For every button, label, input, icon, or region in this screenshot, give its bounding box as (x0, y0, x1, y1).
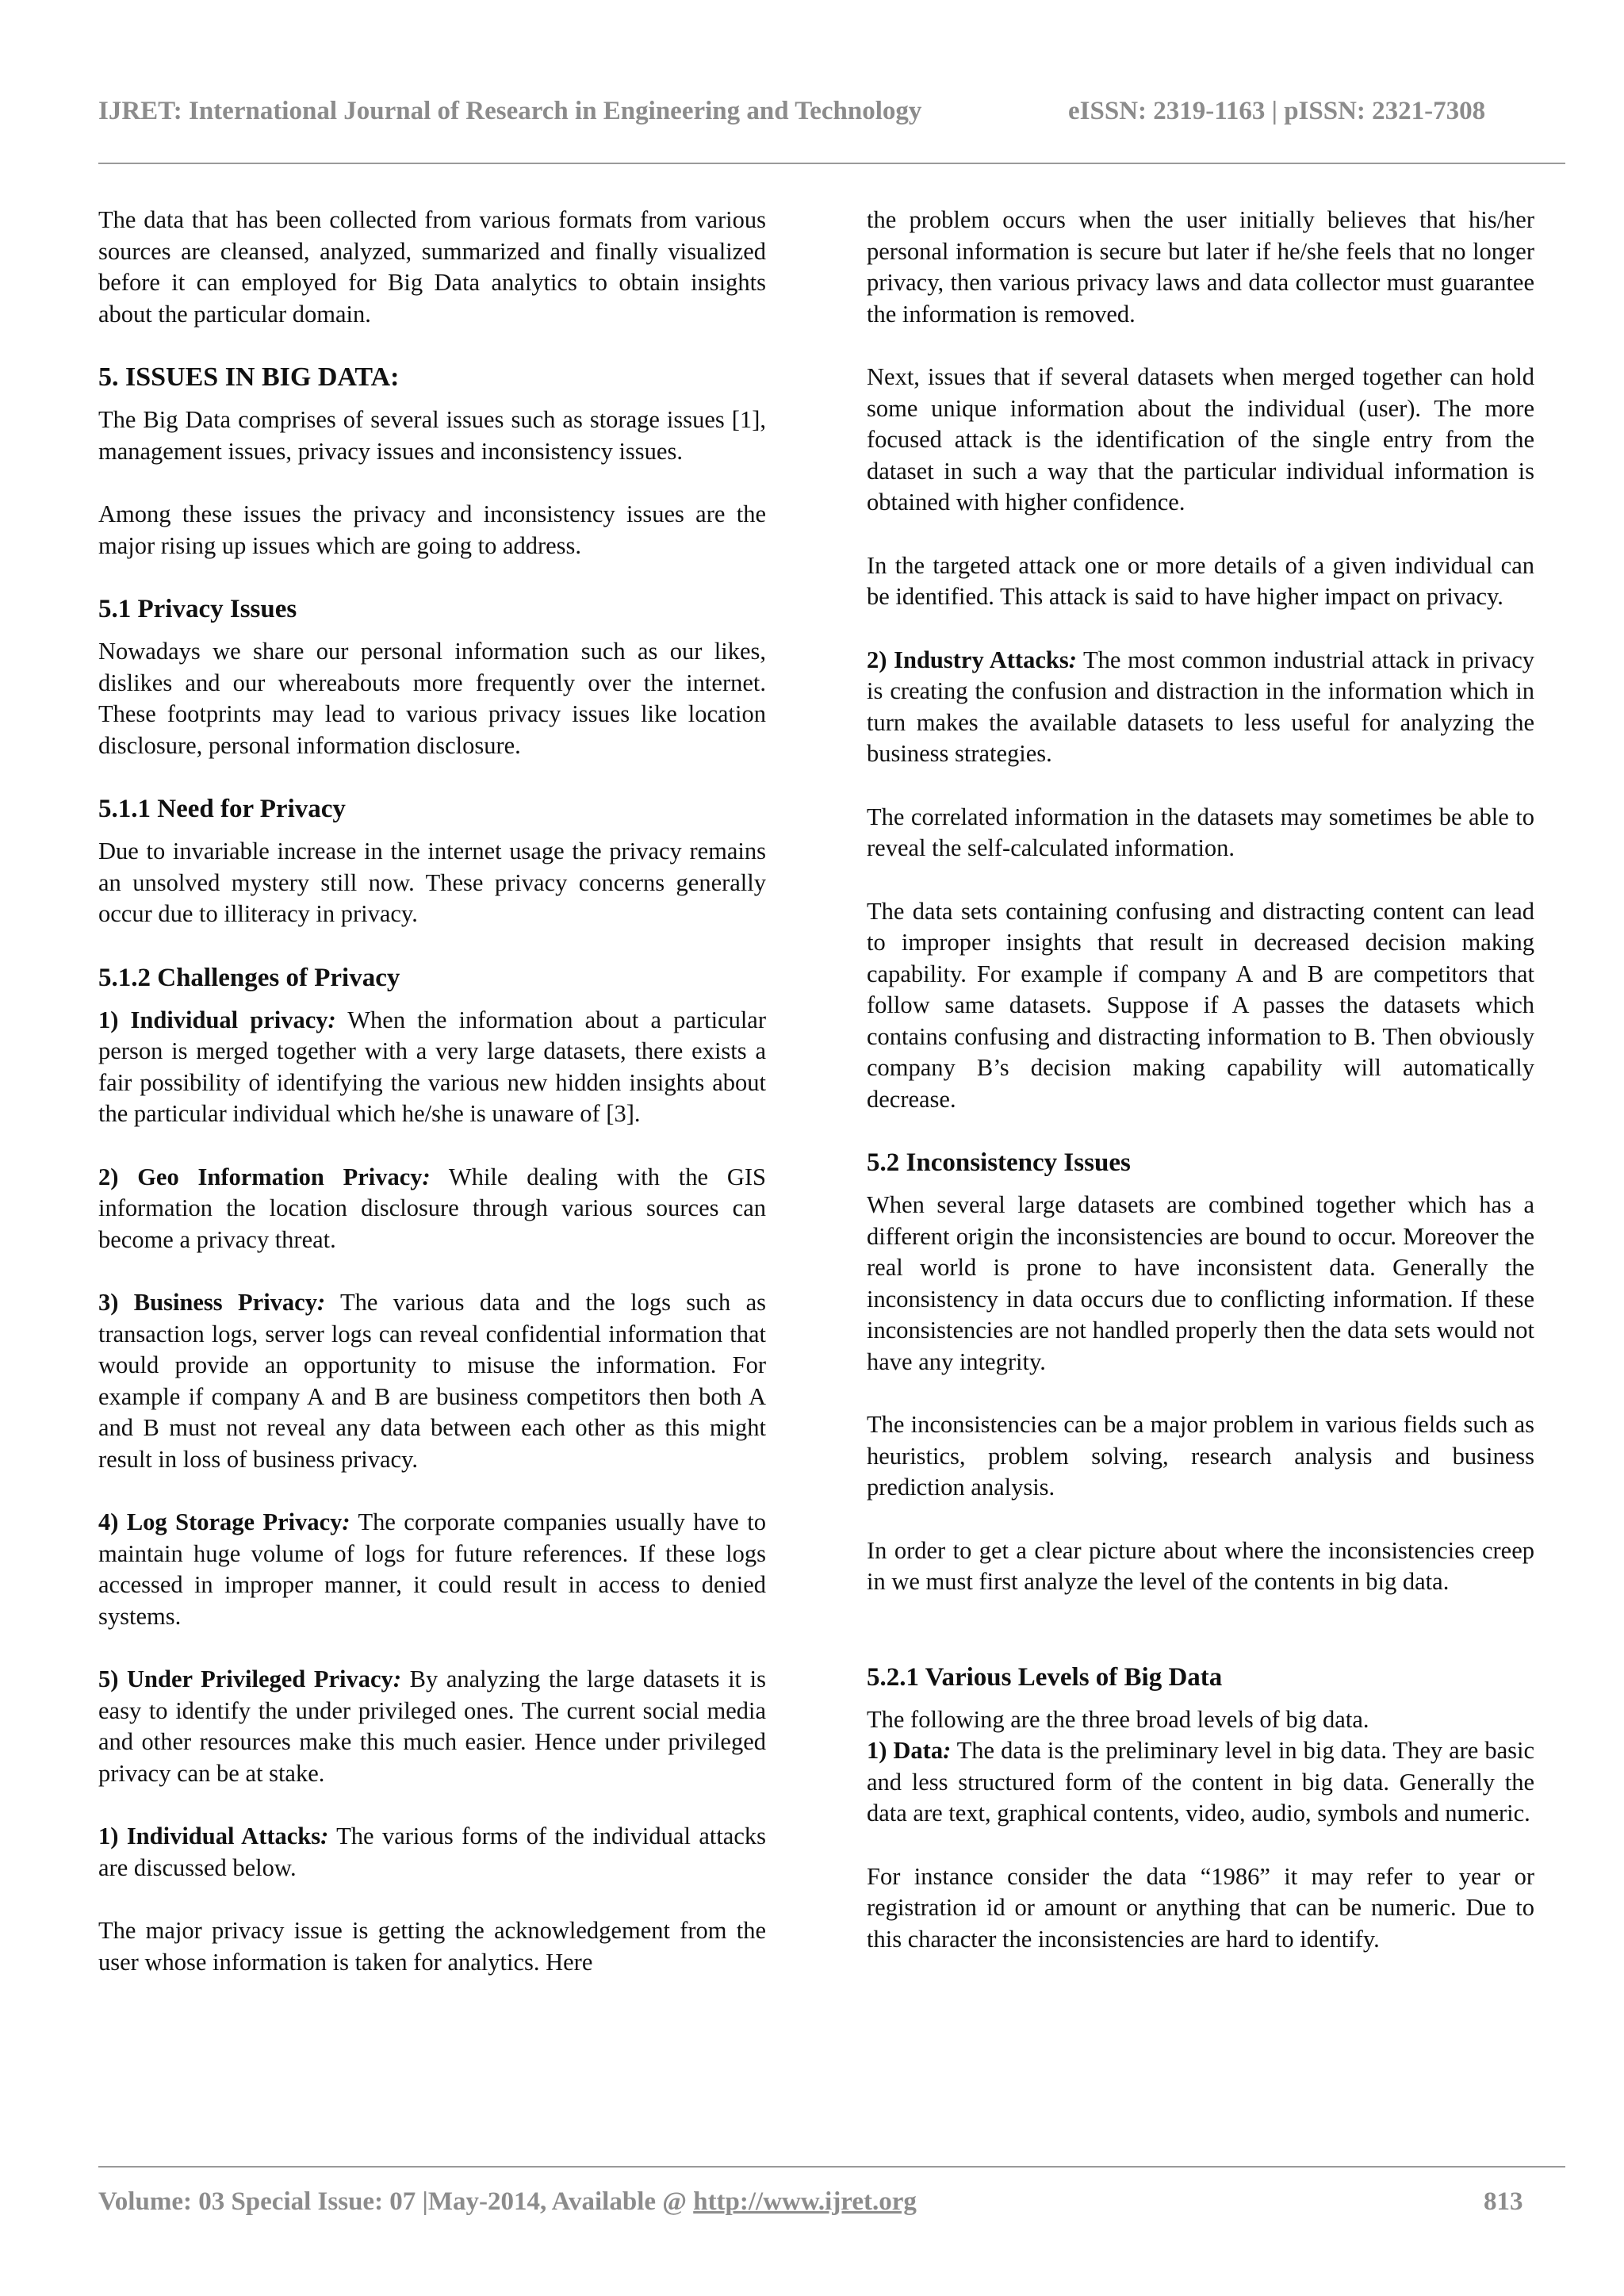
item-text: The data is the preliminary level in big data. They are basic and less structured form of the content in big data. Generally the data are text, graphical contents, video, audio, symbols and numeric. (867, 1737, 1534, 1826)
footer-divider (98, 2166, 1565, 2168)
item-colon: : (422, 1163, 431, 1190)
paragraph: the problem occurs when the user initially believes that his/her personal information is secure but later if he/she feels that no longer privacy, then various privacy laws and data collector must guarantee the information is removed. (867, 206, 1534, 328)
paragraph: The data sets containing confusing and distracting content can lead to improper insights that result in decreased decision making capability. For example if company A and B are competitors that follow same datasets. Suppose if A passes the datasets which contains confusing and distracting information to B. Then obviously company B’s decision making capability will automatically decrease. (867, 897, 1534, 1113)
attack-item (867, 645, 1534, 770)
item-lead: 1) Individual Attacks (98, 1823, 321, 1849)
subsection-heading: 5.2 Inconsistency Issues (867, 1148, 1131, 1177)
journal-link[interactable]: http://www.ijret.org (693, 2187, 917, 2216)
paragraph: The Big Data comprises of several issues such as storage issues [1], management issues, privacy issues and inconsistency issues. (98, 406, 766, 465)
volume-info: Volume: 03 Special Issue: 07 |May-2014, Available @ (98, 2187, 694, 2216)
challenge-item (98, 1162, 766, 1256)
paragraph: Among these issues the privacy and inconsistency issues are the major rising up issues which are going to address. (98, 500, 766, 559)
subsection-heading: 5.1 Privacy Issues (98, 595, 297, 623)
section-heading: 5. ISSUES IN BIG DATA: (98, 362, 400, 392)
item-lead: 2) Geo Information Privacy (98, 1163, 423, 1190)
item-lead: 5) Under Privileged Privacy (98, 1665, 393, 1692)
item-lead: 1) Data (867, 1737, 944, 1764)
item-lead: 3) Business Privacy (98, 1289, 317, 1316)
level-item (867, 1735, 1534, 1830)
item-colon: : (316, 1289, 326, 1316)
header-divider (98, 163, 1565, 164)
paragraph: The data that has been collected from various formats from various sources are cleansed, analyzed, summarized and finally visualized before it can employed for Big Data analytics to obtain insights about the particular domain. (98, 206, 766, 328)
challenge-item (98, 1664, 766, 1789)
subsection-heading: 5.1.2 Challenges of Privacy (98, 963, 400, 992)
running-header (98, 97, 1526, 126)
journal-title: IJRET: International Journal of Research in Engineering and Technology (98, 97, 922, 125)
item-text: The corporate companies usually have to maintain huge volume of logs for future references. If these logs accessed in improper manner, it could result in access to denied systems. (98, 1508, 766, 1630)
item-colon: : (327, 1006, 336, 1033)
paragraph: When several large datasets are combined together which has a different origin the inconsistencies are bound to occur. Moreover the real world is prone to have inconsistent data. Generally the inconsistency in data occurs due to conflicting information. If these inconsistencies are not handled properly then the data sets would not have any integrity. (867, 1191, 1534, 1375)
item-text: By analyzing the large datasets it is easy to identify the under privileged ones. The current social media and other resources make this much easier. Hence under privileged privacy can be at stake. (98, 1665, 766, 1787)
item-colon: : (943, 1737, 952, 1764)
right-column (867, 205, 1534, 1955)
attack-item (98, 1821, 766, 1884)
paragraph: In the targeted attack one or more details of a given individual can be identified. This attack is said to have higher impact on privacy. (867, 551, 1534, 610)
paragraph: Nowadays we share our personal information such as our likes, dislikes and our whereabouts more frequently over the internet. These footprints may lead to various privacy issues like location disclosure, personal information disclosure. (98, 638, 766, 759)
paragraph: For instance consider the data “1986” it may refer to year or registration id or amount or anything that can be numeric. Due to this character the inconsistencies are hard to identify. (867, 1862, 1534, 1953)
challenge-item (98, 1287, 766, 1475)
paragraph: Due to invariable increase in the internet usage the privacy remains an unsolved mystery still now. These privacy concerns generally occur due to illiteracy in privacy. (98, 838, 766, 927)
paragraph: The inconsistencies can be a major problem in various fields such as heuristics, problem solving, research analysis and business prediction analysis. (867, 1411, 1534, 1501)
paragraph: Next, issues that if several datasets when merged together can hold some unique information about the individual (user). The more focused attack is the identification of the single entry from the dataset in such a way that the particular individual information is obtained with higher confidence. (867, 363, 1534, 516)
paragraph: The following are the three broad levels of big data. (867, 1705, 1369, 1733)
item-text: The various data and the logs such as transaction logs, server logs can reveal confidential information that would provide an opportunity to misuse the information. For example if company A and B are business competitors then both A and B must not reveal any data between each other as this might result in loss of business privacy. (98, 1289, 766, 1473)
item-colon: : (393, 1665, 401, 1692)
subsection-heading: 5.1.1 Need for Privacy (98, 795, 346, 823)
paragraph: The correlated information in the datasets may sometimes be able to reveal the self-calculated information. (867, 803, 1534, 861)
left-column (98, 205, 766, 1978)
paragraph: The major privacy issue is getting the acknowledgement from the user whose information is taken for analytics. Here (98, 1917, 766, 1976)
paragraph: In order to get a clear picture about where the inconsistencies creep in we must first analyze the level of the contents in big data. (867, 1536, 1534, 1595)
challenge-item (98, 1507, 766, 1632)
item-lead: 1) Individual privacy (98, 1006, 328, 1033)
running-footer (98, 2187, 1526, 2217)
item-text: The various forms of the individual attacks are discussed below. (98, 1823, 766, 1881)
challenge-item (98, 1005, 766, 1130)
item-colon: : (1068, 646, 1077, 673)
page-number: 813 (1484, 2187, 1523, 2216)
item-lead: 2) Industry Attacks (867, 646, 1069, 673)
item-text: While dealing with the GIS information the location disclosure through various sources can become a privacy threat. (98, 1163, 767, 1253)
issn-info: eISSN: 2319-1163 | pISSN: 2321-7308 (1068, 97, 1486, 125)
subsection-heading: 5.2.1 Various Levels of Big Data (867, 1662, 1223, 1692)
item-colon: : (342, 1508, 350, 1535)
item-lead: 4) Log Storage Privacy (98, 1508, 343, 1535)
item-colon: : (320, 1823, 329, 1849)
item-text: The most common industrial attack in privacy is creating the confusion and distraction in the information which in turn makes the available datasets to less useful for analyzing the business strategies. (867, 646, 1534, 767)
item-text: When the information about a particular person is merged together with a very large datasets, there exists a fair possibility of identifying the various new hidden insights about the particular individual which he/she is unaware of [3]. (98, 1006, 767, 1127)
